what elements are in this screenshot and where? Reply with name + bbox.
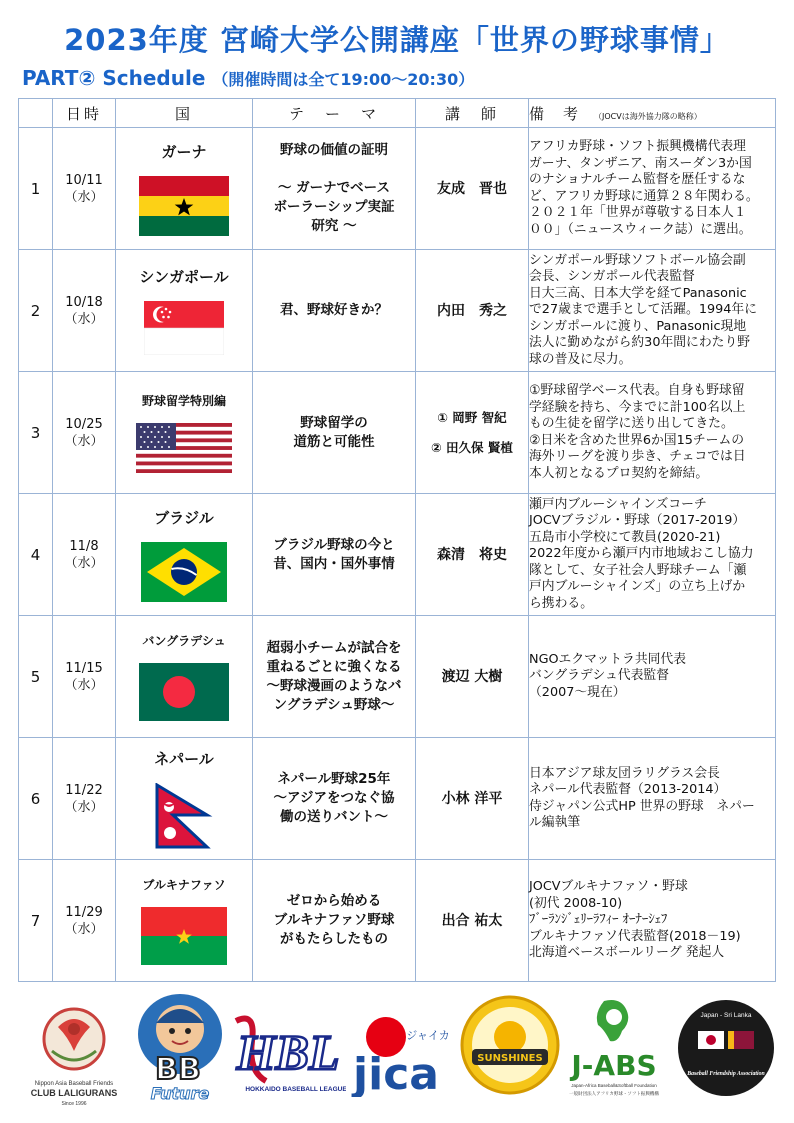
jica-logo <box>344 1007 450 1097</box>
jabs-logo <box>560 995 668 1103</box>
country-name: バングラデシュ <box>142 634 226 648</box>
date-value: 10/25 <box>65 416 103 432</box>
row-lecturer <box>416 494 529 616</box>
remarks-line: 戸内ブルーシャインズ」の立ち上げか <box>529 579 746 595</box>
srilanka-top: Japan - Sri Lanka <box>700 1012 752 1019</box>
laligurans-line1: Nippon Asia Baseball Friends <box>34 1081 114 1087</box>
row-country <box>116 494 253 616</box>
row-country <box>116 372 253 494</box>
burkina-flag-icon <box>141 907 227 965</box>
day-value: （水） <box>64 677 104 693</box>
srilanka-emblem <box>676 995 776 1101</box>
remarks-line: で27歳まで選手として活躍。1994年に <box>529 302 758 318</box>
hbl-text: HBL <box>236 1024 340 1080</box>
jica-emblem <box>344 1007 450 1097</box>
row-date <box>53 128 116 250</box>
remarks-line: 五島市小学校にて教員(2020-21) <box>529 529 721 545</box>
date-value: 11/29 <box>65 904 103 920</box>
remarks-line: (初代 2008-10) <box>529 895 623 911</box>
header-remarks-note: （JOCVは海外協力隊の略称） <box>594 111 702 121</box>
lecturer-name: 森清 将史 <box>437 546 507 563</box>
row-lecturer <box>416 860 529 982</box>
country-name: ブルキナファソ <box>142 878 226 892</box>
table-row <box>19 128 776 250</box>
bb-text: BB <box>155 1052 201 1087</box>
hbl-emblem <box>226 1001 346 1101</box>
row-number: 7 <box>19 860 53 982</box>
row-date <box>53 494 116 616</box>
jabs-sub1: Japan-Africa Baseball&Softball Foundation <box>571 1083 657 1088</box>
row-theme <box>253 372 416 494</box>
row-country <box>116 860 253 982</box>
lecturer-name: 小林 洋平 <box>441 790 503 807</box>
srilanka-bottom: Baseball Friendship Association <box>687 1071 765 1077</box>
row-theme <box>253 494 416 616</box>
remarks-line: バングラデシュ代表監督 <box>529 668 669 684</box>
remarks-line: もの生徒を留学に送り出してきた。 <box>529 416 734 431</box>
row-number: 6 <box>19 738 53 860</box>
row-date <box>53 250 116 372</box>
remarks-line: のナショナルチーム監督を歴任するな <box>529 172 746 187</box>
row-lecturer <box>416 738 529 860</box>
remarks-line: シンガポールに渡り、Panasonic現地 <box>529 318 747 334</box>
theme-line: 研究 ～ <box>311 218 357 234</box>
country-name: 野球留学特別編 <box>141 394 226 408</box>
remarks-line: ﾌﾞｰﾗﾝｼﾞｪﾘｰﾗﾌｨｰ ｵｰﾅｰｼｪﾌ <box>529 912 668 928</box>
remarks-line: ①野球留学ベース代表。自身も野球留 <box>529 383 745 398</box>
future-text: Future <box>150 1084 210 1103</box>
row-theme <box>253 616 416 738</box>
ghana-flag-icon <box>139 176 229 236</box>
sunshines-logo <box>460 993 560 1097</box>
usa-flag-icon <box>136 423 232 473</box>
hbl-logo <box>226 1001 346 1101</box>
theme-line: ボーラーシップ実証 <box>273 199 395 215</box>
day-value: （水） <box>64 921 104 937</box>
row-lecturer <box>416 250 529 372</box>
jabs-emblem <box>560 995 668 1103</box>
sunshines-emblem <box>460 993 560 1097</box>
remarks-line: 海外リーグを渡り歩き、チェコでは日 <box>529 449 746 464</box>
remarks-line: 球の普及に尽力。 <box>529 351 632 367</box>
row-remarks <box>529 494 776 616</box>
jabs-text: J-ABS <box>571 1049 657 1082</box>
day-value: （水） <box>64 189 104 205</box>
part-heading <box>22 66 474 90</box>
remarks-line: シンガポール野球ソフトボール協会副 <box>529 252 746 268</box>
row-remarks <box>529 128 776 250</box>
remarks-line: ど、アフリカ野球に通算２８年関わる。 <box>529 188 759 204</box>
lecturer-name: 内田 秀之 <box>437 302 507 319</box>
row-country <box>116 128 253 250</box>
header-lecturer: 講 師 <box>416 99 529 128</box>
header-theme: テ ー マ <box>253 99 416 128</box>
row-country <box>116 250 253 372</box>
lecturer-name: 渡辺 大樹 <box>441 668 503 685</box>
remarks-line: 2022年度から瀬戸内市地域おこし協力 <box>529 546 754 562</box>
hbl-subtext: HOKKAIDO BASEBALL LEAGUE <box>245 1086 346 1093</box>
remarks-line: 瀬戸内ブルーシャインズコーチ <box>529 496 707 512</box>
laligurans-emblem <box>22 999 126 1114</box>
time-note: （開催時間は全て19:00～20:30） <box>212 70 475 89</box>
row-date <box>53 372 116 494</box>
lecturer-name: ② 田久保 賢植 <box>431 439 513 455</box>
theme-line: ～野球漫画のようなバ <box>266 677 402 694</box>
jica-text: jica <box>353 1049 439 1097</box>
schedule-table <box>18 98 776 982</box>
row-country <box>116 738 253 860</box>
row-lecturer <box>416 128 529 250</box>
table-row <box>19 860 776 982</box>
table-header-row <box>19 99 776 128</box>
remarks-line: （2007～現在） <box>529 684 626 700</box>
row-theme <box>253 860 416 982</box>
remarks-line: JOCVブラジル・野球（2017-2019） <box>529 513 746 529</box>
theme-line: 道筋と可能性 <box>293 433 375 450</box>
row-remarks <box>529 372 776 494</box>
theme-line: ～ ガーナでベース <box>277 180 391 196</box>
row-theme <box>253 128 416 250</box>
row-number: 1 <box>19 128 53 250</box>
remarks-line: 学経験を持ち、今までに計100名以上 <box>529 399 746 415</box>
remarks-line: 法人に勤めながら約30年間にわたり野 <box>529 335 751 351</box>
theme-line: ブラジル野球の今と <box>273 536 395 553</box>
header-date: 日時 <box>53 99 116 128</box>
theme-line: 重ねるごとに強くなる <box>266 658 402 675</box>
singapore-flag-icon <box>144 301 224 355</box>
remarks-line: 日大三高、日本大学を経てPanasonic <box>529 285 747 301</box>
date-value: 11/22 <box>65 782 103 798</box>
remarks-line: ②日米を含めた世界6か国15チームの <box>529 432 745 448</box>
remarks-line: ガーナ、タンザニア、南スーダン3か国 <box>529 155 752 171</box>
sunshines-text: SUNSHINES <box>477 1053 543 1064</box>
date-value: 10/11 <box>65 172 103 188</box>
day-value: （水） <box>64 799 104 815</box>
laligurans-line2: CLUB LALIGURANS <box>30 1088 118 1098</box>
theme-line: 働の送りバント～ <box>280 809 388 825</box>
header-remarks <box>529 99 776 128</box>
day-value: （水） <box>64 555 104 571</box>
row-date <box>53 860 116 982</box>
country-name: ガーナ <box>161 143 207 161</box>
theme-line: ～アジアをつなぐ協 <box>273 790 395 806</box>
bangladesh-flag-icon <box>139 663 229 721</box>
remarks-line: 北海道ベースボールリーグ 発起人 <box>529 945 725 961</box>
bb-future-logo <box>128 989 228 1109</box>
remarks-line: ル編執筆 <box>529 815 581 830</box>
remarks-line: アフリカ野球・ソフト振興機構代表理 <box>529 139 746 154</box>
sponsor-logos <box>0 985 794 1115</box>
remarks-line: NGOエクマットラ共同代表 <box>529 651 687 667</box>
nepal-flag-icon <box>155 783 213 849</box>
header-country: 国 <box>116 99 253 128</box>
date-value: 11/8 <box>69 538 99 554</box>
theme-line <box>253 160 415 179</box>
remarks-line: ２０２１年「世界が尊敬する日本人１ <box>529 205 747 220</box>
table-row <box>19 372 776 494</box>
header-remarks-label: 備 考 <box>529 104 581 123</box>
table-row <box>19 616 776 738</box>
row-number: 5 <box>19 616 53 738</box>
part-label: PART② Schedule <box>22 66 206 90</box>
theme-line: 超弱小チームが試合を <box>266 639 402 656</box>
remarks-line: ブルキナファソ代表監督(2018－19) <box>529 928 741 944</box>
lecturer-name: ① 岡野 智紀 <box>437 409 507 425</box>
theme-line: ブルキナファソ野球 <box>273 912 395 928</box>
row-number: 2 <box>19 250 53 372</box>
day-value: （水） <box>64 311 104 327</box>
theme-line: 野球の価値の証明 <box>280 142 388 158</box>
row-lecturer <box>416 616 529 738</box>
header-num <box>19 99 53 128</box>
remarks-line: ００」（ニュースウィーク誌）に選出。 <box>529 221 752 237</box>
row-number: 3 <box>19 372 53 494</box>
remarks-line: ら携わる。 <box>529 595 593 611</box>
row-remarks <box>529 860 776 982</box>
row-date <box>53 616 116 738</box>
row-theme <box>253 250 416 372</box>
remarks-line: 侍ジャパン公式HP 世界の野球 ネパー <box>529 798 755 814</box>
lecturer-name: 出合 祐太 <box>441 912 503 929</box>
date-value: 11/15 <box>65 660 103 676</box>
srilanka-logo <box>676 995 776 1101</box>
table-row <box>19 738 776 860</box>
lecturer-name: 友成 晋也 <box>437 180 507 197</box>
row-number: 4 <box>19 494 53 616</box>
row-theme <box>253 738 416 860</box>
row-country <box>116 616 253 738</box>
jica-kana: ジャイカ <box>406 1029 450 1042</box>
bb-future-emblem <box>128 989 228 1109</box>
remarks-line: 会長、シンガポール代表監督 <box>529 269 695 285</box>
table-row <box>19 250 776 372</box>
row-remarks <box>529 738 776 860</box>
row-date <box>53 738 116 860</box>
remarks-line: ネパール代表監督（2013-2014） <box>529 782 727 797</box>
theme-line: ングラデシュ野球～ <box>273 696 395 713</box>
row-remarks <box>529 616 776 738</box>
remarks-line: 日本アジア球友団ラリグラス会長 <box>529 765 720 781</box>
theme-line: がもたらしたもの <box>280 931 388 947</box>
day-value: （水） <box>64 433 104 449</box>
jabs-sub2: 一般財団法人アフリカ野球・ソフト振興機構 <box>569 1092 659 1097</box>
country-name: ネパール <box>154 750 214 768</box>
laligurans-logo <box>22 999 126 1114</box>
theme-line: ゼロから始める <box>286 893 382 909</box>
theme-line: ネパール野球25年 <box>277 771 391 787</box>
remarks-line: 隊として、女子社会人野球チーム「瀬 <box>529 562 747 578</box>
table-row <box>19 494 776 616</box>
country-name: ブラジル <box>154 509 214 527</box>
page-title: 2023年度 宮崎大学公開講座「世界の野球事情」 <box>64 23 730 57</box>
date-value: 10/18 <box>65 294 103 310</box>
theme-line: 君、野球好きか？ <box>280 302 388 318</box>
country-name: シンガポール <box>139 268 229 286</box>
row-remarks <box>529 250 776 372</box>
row-lecturer <box>416 372 529 494</box>
theme-line: 昔、国内・国外事情 <box>273 555 395 572</box>
theme-line: 野球留学の <box>300 414 368 431</box>
remarks-line: 本人初となるプロ契約を締結。 <box>529 465 709 481</box>
remarks-line: JOCVブルキナファソ・野球 <box>529 879 688 895</box>
brazil-flag-icon <box>141 542 227 602</box>
laligurans-line3: Since 1996 <box>61 1101 87 1107</box>
